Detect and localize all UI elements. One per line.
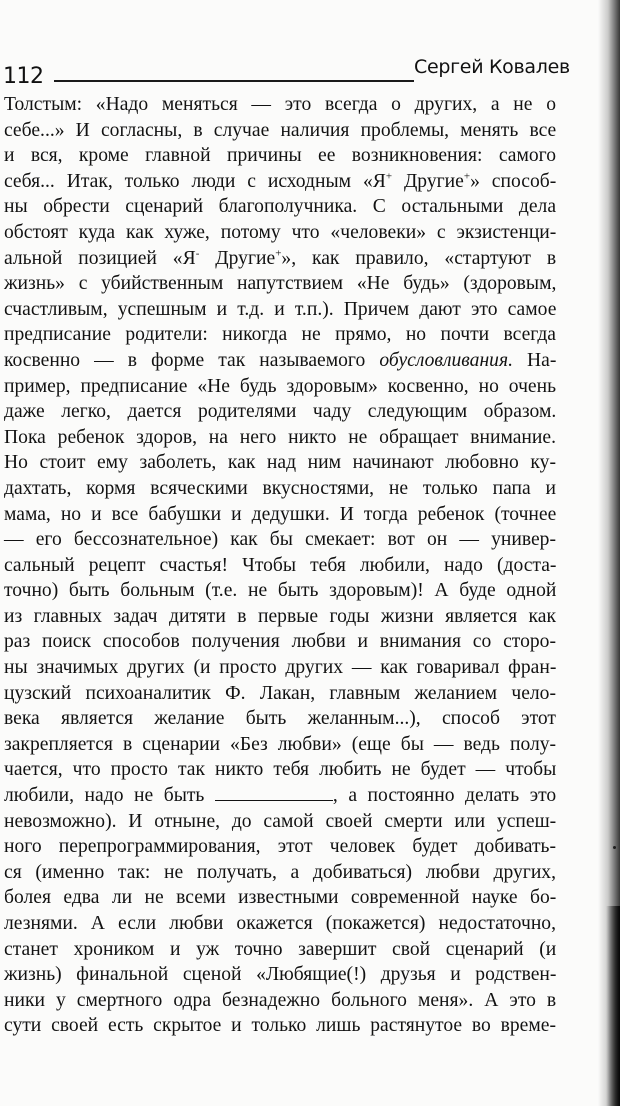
text-run: любили, надо не быть bbox=[4, 785, 205, 807]
text-line: лезнями. А если любви окажется (покажется) недостаточно, bbox=[4, 913, 556, 934]
text-line: ся (именно так: не получать, а добиваться) любви других, bbox=[4, 861, 556, 883]
text-run: » способ- bbox=[470, 170, 557, 192]
text-run: Другие bbox=[392, 170, 464, 192]
text-run: косвенно — в форме так называемого bbox=[4, 349, 380, 371]
text-line bbox=[4, 246, 556, 272]
text-line: века является желание быть желанным...), способ этот bbox=[4, 708, 556, 730]
italic-term: обусловливания. bbox=[379, 349, 513, 371]
text-line bbox=[4, 348, 556, 374]
text-line: даже легко, дается родителями чаду следующим образом. bbox=[4, 401, 557, 423]
text-line: чается, что просто так никто тебя любить не будет — чтобы bbox=[4, 759, 557, 781]
text-line: — его бессознательное) как бы смекает: вот он — универ- bbox=[4, 529, 556, 551]
text-run: , а постоянно делать это bbox=[332, 785, 557, 807]
text-run: На- bbox=[512, 349, 557, 371]
text-line bbox=[4, 783, 556, 809]
page-edge-shadow-bottom bbox=[606, 906, 620, 1106]
text-line: сальный рецепт счастья! Чтобы тебя любили, надо (доста- bbox=[4, 554, 557, 576]
text-line: станет хроником и уж точно завершит свой сценарий (и bbox=[4, 938, 557, 960]
text-line: болея едва ли не всеми известными современной науке бо- bbox=[4, 887, 557, 909]
page-header bbox=[0, 56, 600, 90]
superscript: + bbox=[275, 247, 282, 260]
text-line: мама, но и все бабушки и дедушки. И тогда ребенок (точнее bbox=[4, 503, 557, 525]
text-run: Другие bbox=[199, 247, 276, 269]
text-line: себе...» И согласны, в случае наличия проблемы, менять все bbox=[4, 119, 557, 141]
text-line: закрепляется в сценарии «Без любви» (еще бы — ведь полу- bbox=[4, 733, 557, 755]
superscript: + bbox=[385, 170, 393, 183]
text-line: ны обрести сценарий благополучника. С остальными дела bbox=[4, 196, 557, 218]
header-rule bbox=[54, 80, 414, 82]
text-line: сути своей есть скрытое и только лишь растянутое во време- bbox=[4, 1015, 556, 1037]
text-line: счастливым, успешным и т.д. и т.п.). Причем дают это самое bbox=[4, 298, 557, 320]
text-line: жизнь» с убийственным напутствием «Не будь» (здоровым, bbox=[4, 273, 557, 295]
text-line: дахтать, кормя всяческими вкусностями, не только папа и bbox=[4, 477, 556, 499]
text-line: жизнь) финальной сценой «Любящие(!) друзья и родствен- bbox=[4, 964, 557, 986]
text-line: Толстым: «Надо меняться — это всегда о других, а не о bbox=[4, 94, 556, 115]
text-line: ного перепрограммирования, этот человек будет добивать- bbox=[4, 836, 556, 858]
text-line: Но стоит ему заболеть, как над ним начинают любовно ку- bbox=[4, 452, 556, 474]
text-line: ны значимых других (и просто других — как говаривал фран- bbox=[4, 657, 557, 679]
text-line: Пока ребенок здоров, на него никто не обращает внимание. bbox=[4, 426, 556, 448]
text-run: альной позицией «Я bbox=[4, 247, 196, 269]
superscript: - bbox=[195, 247, 200, 260]
text-line: невозможно). И отныне, до самой своей смерти или успеш- bbox=[4, 810, 557, 832]
text-line: из главных задач дитяти в первые годы жизни является как bbox=[4, 605, 556, 627]
text-line: предписание родители: никогда не прямо, но почти всегда bbox=[4, 324, 556, 346]
superscript: + bbox=[463, 170, 471, 183]
blank-underline bbox=[215, 786, 333, 801]
text-line: точно) быть больным (т.е. не быть здоровым)! А буде одной bbox=[4, 580, 557, 602]
page-number: 112 bbox=[3, 64, 44, 89]
text-line: пример, предписание «Не будь здоровым» косвенно, но очень bbox=[4, 375, 557, 397]
text-line: раз поиск способов получения любви и внимания со сторо- bbox=[4, 631, 556, 653]
body-text bbox=[4, 92, 556, 1039]
text-run: себя... Итак, только люди с исходным «Я bbox=[4, 170, 386, 192]
text-line: цузский психоаналитик Ф. Лакан, главным желанием чело- bbox=[4, 682, 556, 704]
text-line: обстоят куда как хуже, потому что «человеки» с экзистенци- bbox=[4, 221, 557, 243]
text-line bbox=[4, 169, 556, 195]
text-line: и вся, кроме главной причины ее возникновения: самого bbox=[4, 145, 556, 167]
text-line: ники у смертного одра безнадежно больного меня». А это в bbox=[4, 989, 557, 1011]
text-run: », как правило, «стартуют в bbox=[281, 247, 557, 269]
running-head-author: Сергей Ковалев bbox=[414, 56, 570, 78]
